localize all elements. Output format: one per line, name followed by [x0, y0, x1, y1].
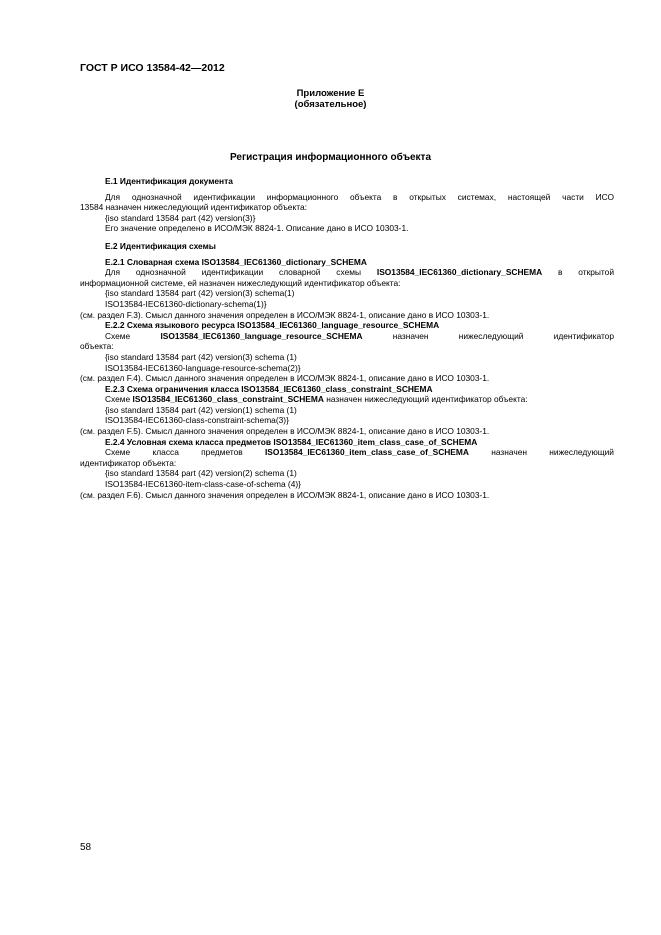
e2-heading: E.2 Идентификация схемы	[105, 240, 216, 251]
e22-para-line2: объекта:	[80, 341, 114, 352]
e23-schema-name: ISO13584_IEC61360_class_constraint_SCHEMA	[132, 394, 324, 405]
e21-heading: E.2.1 Словарная схема ISO13584_IEC61360_dictionary_SCHEMA	[105, 256, 367, 267]
e1-note: Его значение определено в ИСО/МЭК 8824-1. Описание дано в ИСО 10303-1.	[105, 223, 409, 234]
e21-note: (см. раздел F.3). Смысл данного значения определен в ИСО/МЭК 8824-1, описание дано в ИСО 10303-1.	[80, 309, 490, 320]
e24-heading: E.2.4 Условная схема класса предметов ISO13584_IEC61360_item_class_case_of_SCHEMA	[105, 436, 478, 447]
e22-heading: E.2.2 Схема языкового ресурса ISO13584_IEC61360_language_resource_SCHEMA	[105, 320, 440, 331]
e21-code-line1: {iso standard 13584 part (42) version(3) schema(1)	[105, 288, 295, 299]
e22-code-line1: {iso standard 13584 part (42) version(3) schema (1)	[105, 351, 297, 362]
e21-schema-name: ISO13584_IEC61360_dictionary_SCHEMA	[376, 267, 543, 278]
annex-title: Приложение Е	[296, 88, 365, 99]
e23-note: (см. раздел F.5). Смысл данного значения определен в ИСО/МЭК 8824-1, описание дано в ИСО 10303-1.	[80, 426, 490, 437]
e21-code-line2: ISO13584-IEC61360-dictionary-schema(1)}	[105, 298, 267, 309]
e1-object-identifier: {iso standard 13584 part (42) version(3)}	[105, 212, 256, 223]
e24-para-line2: идентификатор объекта:	[80, 457, 177, 468]
e24-code-line2: ISO13584-IEC61360-item-class-case-of-schema (4)}	[105, 479, 301, 490]
e1-para-line1: Для однозначной идентификации информационного объекта в открытых системах, настоящей части ИСО	[105, 191, 614, 202]
page-number: 58	[80, 842, 92, 853]
e23-heading: E.2.3 Схема ограничения класса ISO13584_IEC61360_class_constraint_SCHEMA	[105, 383, 433, 394]
e22-code-line2: ISO13584-IEC61360-language-resource-schema(2)}	[105, 362, 301, 373]
document-body	[80, 176, 614, 500]
annex-status: (обязательное)	[294, 99, 367, 110]
e24-schema-name: ISO13584_IEC61360_item_class_case_of_SCHEMA	[264, 447, 469, 458]
section-title: Регистрация информационного объекта	[229, 152, 432, 163]
e21-para-line1: Для однозначной идентификации словарной схемы ISO13584_IEC61360_dictionary_SCHEMA в открытой	[105, 267, 614, 278]
e24-note: (см. раздел F.6). Смысл данного значения определен в ИСО/МЭК 8824-1, описание дано в ИСО 10303-1.	[80, 489, 490, 500]
e21-para-line2: информационной системе, ей назначен нижеследующий идентификатор объекта:	[80, 277, 401, 288]
e23-code-line2: ISO13584-IEC61360-class-constraint-schema(3)}	[105, 415, 289, 426]
document-header: ГОСТ Р ИСО 13584-42—2012	[80, 62, 225, 74]
e1-para-line2: 13584 назначен нижеследующий идентификатор объекта:	[80, 202, 307, 213]
e23-para-line1: Схеме ISO13584_IEC61360_class_constraint_SCHEMA назначен нижеследующий идентификатор объекта:	[105, 394, 528, 405]
e24-para-line1: Схеме класса предметов ISO13584_IEC61360_item_class_case_of_SCHEMA назначен нижеследующий	[105, 447, 614, 458]
e22-schema-name: ISO13584_IEC61360_language_resource_SCHEMA	[160, 330, 363, 341]
e23-code-line1: {iso standard 13584 part (42) version(1) schema (1)	[105, 404, 297, 415]
e22-note: (см. раздел F.4). Смысл данного значения определен в ИСО/МЭК 8824-1, описание дано в ИСО 10303-1.	[80, 373, 490, 384]
e24-code-line1: {iso standard 13584 part (42) version(2) schema (1)	[105, 468, 297, 479]
e1-heading: E.1 Идентификация документа	[105, 176, 233, 186]
e22-para-line1: Схеме ISO13584_IEC61360_language_resource_SCHEMA назначен нижеследующий идентификатор	[105, 330, 614, 341]
